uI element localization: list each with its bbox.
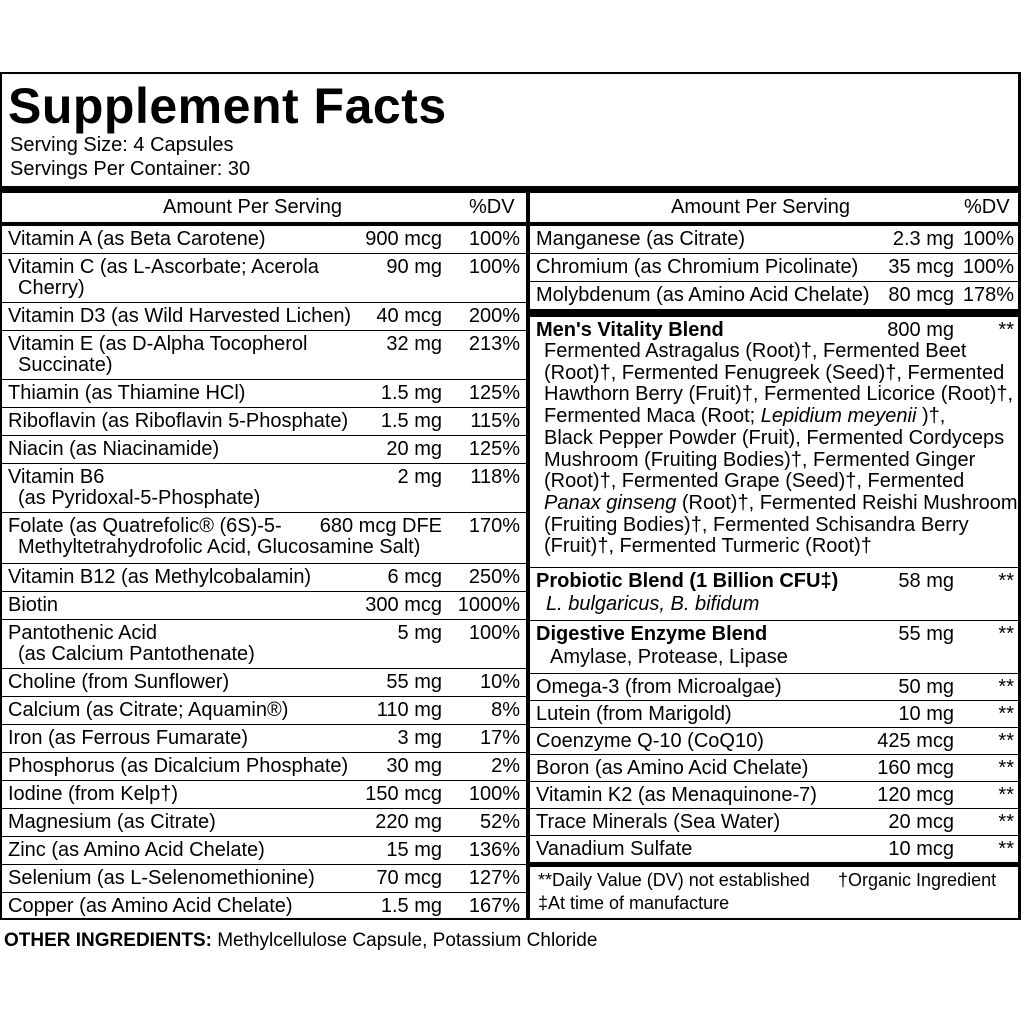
- nutrient-dv: 2%: [491, 755, 520, 777]
- other-ingredients: [4, 930, 597, 952]
- dv-header: %DV: [469, 196, 515, 218]
- nutrient-name: Vitamin E (as D-Alpha Tocopherol: [8, 333, 308, 355]
- nutrient-amount: 30 mg: [386, 755, 442, 777]
- nutrient-amount: 2 mg: [397, 466, 442, 488]
- nutrient-amount: 1.5 mg: [380, 410, 442, 432]
- nutrient-dv: 136%: [468, 839, 520, 861]
- other-nutrient-row: [530, 701, 1020, 728]
- other-nutrient-row: [530, 782, 1020, 809]
- nutrient-dv: 17%: [479, 727, 520, 749]
- nutrient-row: [2, 564, 526, 592]
- nutrient-dv: **: [998, 784, 1014, 806]
- botanical-name: Panax ginseng: [544, 491, 677, 514]
- mineral-row: [530, 254, 1020, 282]
- nutrient-name: Iodine (from Kelp†): [8, 783, 179, 805]
- nutrient-dv: 213%: [468, 333, 520, 355]
- nutrient-amount: 300 mcg: [365, 594, 442, 616]
- nutrient-dv: 167%: [468, 895, 520, 917]
- panel-title: Supplement Facts: [8, 78, 447, 134]
- enzyme-blend: [530, 621, 1020, 674]
- nutrient-name: Lutein (from Marigold): [536, 703, 732, 725]
- nutrient-dv: 100%: [468, 256, 520, 278]
- right-column: [530, 193, 1020, 917]
- nutrient-name: Vitamin D3 (as Wild Harvested Lichen): [8, 305, 352, 327]
- nutrient-amount: 50 mg: [898, 676, 954, 698]
- footnote-organic: †Organic Ingredient: [838, 870, 997, 890]
- nutrient-name: Vitamin A (as Beta Carotene): [8, 228, 266, 250]
- nutrient-name: Pantothenic Acid: [8, 622, 157, 644]
- nutrient-dv: **: [998, 703, 1014, 725]
- mineral-dv: 100%: [962, 228, 1014, 250]
- nutrient-name: Niacin (as Niacinamide): [8, 438, 220, 460]
- nutrient-dv: **: [998, 676, 1014, 698]
- vitality-ingredient-line: (Fruit)†, Fermented Turmeric (Root)†: [544, 535, 872, 558]
- thick-rule: [2, 186, 1018, 193]
- nutrient-row: [2, 592, 526, 620]
- nutrient-dv: 115%: [470, 410, 520, 432]
- nutrient-dv: 127%: [468, 867, 520, 889]
- other-nutrient-row: [530, 836, 1020, 862]
- nutrient-amount: 10 mcg: [888, 838, 954, 860]
- nutrient-dv: 100%: [468, 622, 520, 644]
- nutrient-row: [2, 753, 526, 781]
- other-nutrient-row: [530, 809, 1020, 836]
- nutrient-name: Zinc (as Amino Acid Chelate): [8, 839, 265, 861]
- mineral-amount: 35 mcg: [888, 256, 954, 278]
- nutrient-amount: 6 mcg: [387, 566, 442, 588]
- mineral-name: Manganese (as Citrate): [536, 228, 745, 250]
- nutrient-name: Coenzyme Q-10 (CoQ10): [536, 730, 764, 752]
- nutrient-name: Vanadium Sulfate: [536, 838, 693, 860]
- nutrient-dv: **: [998, 811, 1014, 833]
- nutrient-row: [2, 809, 526, 837]
- nutrient-name-cont: Methyltetrahydrofolic Acid, Glucosamine Salt): [18, 536, 421, 558]
- nutrient-amount: 680 mcg DFE: [319, 515, 442, 537]
- mineral-name: Molybdenum (as Amino Acid Chelate): [536, 284, 870, 306]
- nutrient-dv: **: [998, 730, 1014, 752]
- dv-header: %DV: [964, 196, 1010, 218]
- probiotic-title: Probiotic Blend (1 Billion CFU‡): [536, 570, 839, 592]
- nutrient-dv: 1000%: [457, 594, 520, 616]
- nutrient-row: [2, 331, 526, 380]
- nutrient-row: [2, 893, 526, 920]
- nutrient-dv: 100%: [468, 228, 520, 250]
- nutrient-row: [2, 408, 526, 436]
- nutrient-amount: 10 mg: [898, 703, 954, 725]
- probiotic-amount: 58 mg: [898, 570, 954, 592]
- nutrient-amount: 20 mg: [386, 438, 442, 460]
- mineral-name: Chromium (as Chromium Picolinate): [536, 256, 859, 278]
- nutrient-amount: 150 mcg: [365, 783, 442, 805]
- vitality-ingredients: [544, 341, 1018, 558]
- nutrient-row: [2, 464, 526, 513]
- footnote-dv: **Daily Value (DV) not established: [538, 870, 810, 890]
- nutrient-amount: 15 mg: [386, 839, 442, 861]
- nutrient-amount: 1.5 mg: [380, 382, 442, 404]
- probiotic-dv: **: [998, 570, 1014, 592]
- amount-header: Amount Per Serving: [671, 196, 850, 218]
- serving-size: Serving Size: 4 Capsules: [10, 134, 234, 156]
- nutrient-amount: 900 mcg: [365, 228, 442, 250]
- supplement-facts-panel: [0, 72, 1021, 920]
- nutrient-name: Boron (as Amino Acid Chelate): [536, 757, 809, 779]
- mineral-list: [530, 226, 1020, 309]
- nutrient-row: [2, 226, 526, 254]
- nutrient-amount: 5 mg: [397, 622, 442, 644]
- nutrient-name: Vitamin K2 (as Menaquinone-7): [536, 784, 817, 806]
- nutrient-dv: 8%: [491, 699, 520, 721]
- nutrient-row: [2, 303, 526, 331]
- nutrient-row: [2, 620, 526, 669]
- nutrient-dv: **: [998, 757, 1014, 779]
- nutrient-row: [2, 865, 526, 893]
- vitality-blend: [530, 317, 1020, 568]
- nutrient-name: Calcium (as Citrate; Aquamin®): [8, 699, 289, 721]
- enzyme-list: Amylase, Protease, Lipase: [550, 646, 788, 668]
- vitality-ingredient-line: Fermented Astragalus (Root)†, Fermented Beet: [544, 340, 967, 362]
- nutrient-dv: 250%: [468, 566, 520, 588]
- vitality-ingredient-line: Mushroom (Fruiting Bodies)†, Fermented Ginger: [544, 448, 976, 471]
- nutrient-row: [2, 669, 526, 697]
- nutrient-amount: 425 mcg: [877, 730, 954, 752]
- other-nutrient-row: [530, 728, 1020, 755]
- nutrient-amount: 1.5 mg: [380, 895, 442, 917]
- nutrient-amount: 70 mcg: [376, 867, 442, 889]
- left-column-header: [2, 193, 526, 226]
- nutrient-name: Thiamin (as Thiamine HCl): [8, 382, 246, 404]
- mineral-dv: 100%: [962, 256, 1014, 278]
- enzyme-title: Digestive Enzyme Blend: [536, 623, 768, 645]
- section-rule: [530, 309, 1020, 317]
- mineral-amount: 80 mcg: [888, 284, 954, 306]
- left-column: [2, 193, 526, 920]
- nutrient-amount: 3 mg: [397, 727, 442, 749]
- mineral-row: [530, 282, 1020, 309]
- nutrient-name: Selenium (as L-Selenomethionine): [8, 867, 315, 889]
- nutrient-name-cont: (as Pyridoxal-5-Phosphate): [18, 487, 261, 509]
- vitality-blend-title: Men's Vitality Blend: [536, 319, 724, 341]
- nutrient-name: Biotin: [8, 594, 59, 616]
- other-ingredients-label: OTHER INGREDIENTS:: [4, 930, 212, 951]
- nutrient-name-cont: Cherry): [18, 277, 85, 299]
- nutrient-dv: 200%: [468, 305, 520, 327]
- nutrient-row: [2, 513, 526, 564]
- amount-header: Amount Per Serving: [163, 196, 342, 218]
- nutrient-name: Trace Minerals (Sea Water): [536, 811, 781, 833]
- nutrient-dv: 52%: [479, 811, 520, 833]
- nutrient-dv: **: [998, 838, 1014, 860]
- vitality-ingredient-line: Hawthorn Berry (Fruit)†, Fermented Licorice (Root)†,: [544, 383, 1014, 406]
- nutrient-amount: 120 mcg: [877, 784, 954, 806]
- nutrient-name: Copper (as Amino Acid Chelate): [8, 895, 293, 917]
- footnote-manufacture: ‡At time of manufacture: [538, 893, 730, 913]
- footnotes: [530, 867, 1020, 917]
- nutrient-row: [2, 837, 526, 865]
- nutrient-amount: 40 mcg: [376, 305, 442, 327]
- nutrient-dv: 170%: [468, 515, 520, 537]
- nutrient-dv: 125%: [468, 438, 520, 460]
- nutrient-amount: 160 mcg: [877, 757, 954, 779]
- vitality-ingredient-line: (Root)†, Fermented Grape (Seed)†, Fermented: [544, 470, 965, 493]
- nutrient-amount: 90 mg: [386, 256, 442, 278]
- nutrient-row: [2, 697, 526, 725]
- other-nutrient-list: [530, 674, 1020, 862]
- nutrient-name: Vitamin C (as L-Ascorbate; Acerola: [8, 256, 319, 278]
- nutrient-amount: 32 mg: [386, 333, 442, 355]
- nutrient-amount: 55 mg: [386, 671, 442, 693]
- other-nutrient-row: [530, 674, 1020, 701]
- other-nutrient-row: [530, 755, 1020, 782]
- enzyme-amount: 55 mg: [898, 623, 954, 645]
- nutrient-row: [2, 725, 526, 753]
- nutrient-name: Iron (as Ferrous Fumarate): [8, 727, 249, 749]
- botanical-name: Lepidium meyenii: [760, 405, 917, 428]
- nutrient-name: Phosphorus (as Dicalcium Phosphate): [8, 755, 349, 777]
- nutrient-row: [2, 436, 526, 464]
- nutrient-name-cont: Succinate): [18, 354, 113, 376]
- probiotic-strains: L. bulgaricus, B. bifidum: [546, 593, 760, 615]
- mineral-row: [530, 226, 1020, 254]
- nutrient-name: Choline (from Sunflower): [8, 671, 230, 693]
- nutrient-name: Magnesium (as Citrate): [8, 811, 216, 833]
- nutrient-name: Folate (as Quatrefolic® (6S)-5-: [8, 515, 282, 537]
- vitality-blend-dv: **: [998, 319, 1014, 341]
- nutrient-row: [2, 781, 526, 809]
- probiotic-blend: [530, 568, 1020, 621]
- nutrient-name-cont: (as Calcium Pantothenate): [18, 643, 255, 665]
- nutrient-amount: 220 mg: [375, 811, 442, 833]
- nutrient-row: [2, 254, 526, 303]
- nutrient-name: Vitamin B12 (as Methylcobalamin): [8, 566, 312, 588]
- nutrient-row: [2, 380, 526, 408]
- nutrient-dv: 118%: [470, 466, 520, 488]
- vitality-ingredient-line: Fermented Maca (Root; Lepidium meyenii )†,: [544, 405, 946, 428]
- right-column-header: [530, 193, 1020, 226]
- enzyme-dv: **: [998, 623, 1014, 645]
- vitality-ingredient-line: (Root)†, Fermented Fenugreek (Seed)†, Fermented: [544, 361, 1005, 384]
- nutrient-dv: 100%: [468, 783, 520, 805]
- servings-per-container: Servings Per Container: 30: [10, 158, 251, 180]
- nutrient-name: Vitamin B6: [8, 466, 105, 488]
- nutrient-name: Riboflavin (as Riboflavin 5-Phosphate): [8, 410, 349, 432]
- nutrient-dv: 10%: [479, 671, 520, 693]
- left-nutrient-list: [2, 226, 526, 920]
- vitality-ingredient-line: Panax ginseng (Root)†, Fermented Reishi Mushroom: [544, 491, 1018, 514]
- vitality-ingredient-line: Black Pepper Powder (Fruit), Fermented Cordyceps: [544, 426, 1005, 449]
- mineral-amount: 2.3 mg: [892, 228, 954, 250]
- vitality-ingredient-line: (Fruiting Bodies)†, Fermented Schisandra Berry: [544, 513, 969, 536]
- vitality-blend-amount: 800 mg: [887, 319, 954, 341]
- mineral-dv: 178%: [962, 284, 1014, 306]
- other-ingredients-text: Methylcellulose Capsule, Potassium Chloride: [211, 930, 598, 951]
- nutrient-name: Omega-3 (from Microalgae): [536, 676, 782, 698]
- nutrient-amount: 20 mcg: [888, 811, 954, 833]
- nutrient-dv: 125%: [468, 382, 520, 404]
- nutrient-amount: 110 mg: [376, 699, 442, 721]
